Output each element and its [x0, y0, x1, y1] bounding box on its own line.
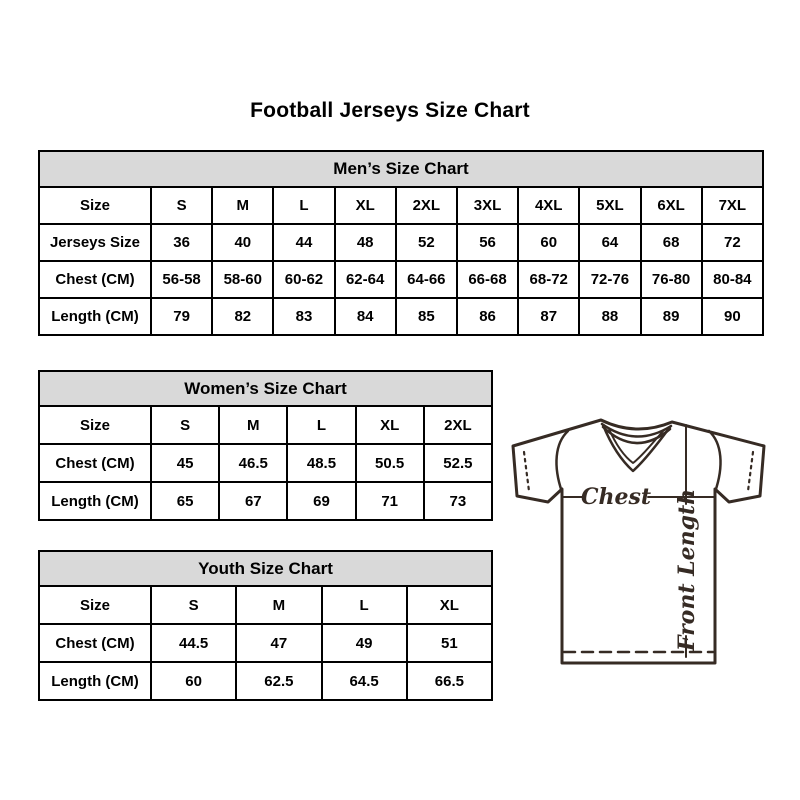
- front-length-label: Front Length: [674, 488, 700, 652]
- data-cell: 52: [396, 224, 457, 261]
- data-cell: 90: [702, 298, 763, 335]
- row-label-cell: Chest (CM): [39, 624, 151, 662]
- data-cell: 89: [641, 298, 702, 335]
- data-cell: M: [219, 406, 287, 444]
- row-label-cell: Size: [39, 187, 151, 224]
- data-cell: 49: [322, 624, 407, 662]
- table-row: [39, 261, 763, 298]
- data-cell: 87: [518, 298, 579, 335]
- data-cell: 73: [424, 482, 492, 520]
- table-header-row: [39, 551, 492, 586]
- data-cell: 46.5: [219, 444, 287, 482]
- data-cell: 65: [151, 482, 219, 520]
- jersey-measurement-diagram: [505, 406, 777, 670]
- data-cell: 84: [335, 298, 396, 335]
- data-cell: 47: [236, 624, 321, 662]
- data-cell: 7XL: [702, 187, 763, 224]
- data-cell: 36: [151, 224, 212, 261]
- youth-size-table: [38, 550, 493, 701]
- row-label-cell: Chest (CM): [39, 261, 151, 298]
- table-header-row: [39, 371, 492, 406]
- table-row: [39, 482, 492, 520]
- table-row: [39, 444, 492, 482]
- data-cell: 50.5: [356, 444, 424, 482]
- data-cell: 2XL: [396, 187, 457, 224]
- data-cell: M: [236, 586, 321, 624]
- data-cell: 72-76: [579, 261, 640, 298]
- data-cell: S: [151, 586, 236, 624]
- data-cell: 85: [396, 298, 457, 335]
- row-label-cell: Length (CM): [39, 298, 151, 335]
- data-cell: 56: [457, 224, 518, 261]
- data-cell: L: [322, 586, 407, 624]
- data-cell: 48.5: [287, 444, 355, 482]
- table-header-row: [39, 151, 763, 187]
- row-label-cell: Chest (CM): [39, 444, 151, 482]
- data-cell: 66-68: [457, 261, 518, 298]
- data-cell: 3XL: [457, 187, 518, 224]
- data-cell: S: [151, 187, 212, 224]
- data-cell: 60: [518, 224, 579, 261]
- data-cell: 60: [151, 662, 236, 700]
- data-cell: 44.5: [151, 624, 236, 662]
- data-cell: M: [212, 187, 273, 224]
- row-label-cell: Size: [39, 586, 151, 624]
- table-row: [39, 298, 763, 335]
- data-cell: 71: [356, 482, 424, 520]
- jersey-diagram-svg: [505, 406, 777, 670]
- table-row: [39, 662, 492, 700]
- data-cell: 62.5: [236, 662, 321, 700]
- chest-label: Chest: [580, 484, 652, 510]
- data-cell: 2XL: [424, 406, 492, 444]
- data-cell: 40: [212, 224, 273, 261]
- table-row: [39, 187, 763, 224]
- data-cell: 79: [151, 298, 212, 335]
- table-row: [39, 406, 492, 444]
- data-cell: L: [273, 187, 334, 224]
- data-cell: 51: [407, 624, 492, 662]
- row-label-cell: Length (CM): [39, 662, 151, 700]
- data-cell: 83: [273, 298, 334, 335]
- data-cell: 6XL: [641, 187, 702, 224]
- data-cell: 5XL: [579, 187, 640, 224]
- table-row: [39, 586, 492, 624]
- page-title: Football Jerseys Size Chart: [250, 99, 530, 122]
- data-cell: 60-62: [273, 261, 334, 298]
- data-cell: 76-80: [641, 261, 702, 298]
- womens-table-title: Women’s Size Chart: [39, 371, 492, 406]
- data-cell: L: [287, 406, 355, 444]
- data-cell: 68-72: [518, 261, 579, 298]
- data-cell: XL: [356, 406, 424, 444]
- data-cell: 62-64: [335, 261, 396, 298]
- data-cell: 4XL: [518, 187, 579, 224]
- data-cell: 69: [287, 482, 355, 520]
- data-cell: 64.5: [322, 662, 407, 700]
- data-cell: 48: [335, 224, 396, 261]
- data-cell: 67: [219, 482, 287, 520]
- data-cell: XL: [407, 586, 492, 624]
- data-cell: 72: [702, 224, 763, 261]
- womens-size-table: [38, 370, 493, 521]
- table-row: [39, 224, 763, 261]
- data-cell: 80-84: [702, 261, 763, 298]
- data-cell: 66.5: [407, 662, 492, 700]
- jersey-outline: [513, 420, 764, 663]
- data-cell: 58-60: [212, 261, 273, 298]
- data-cell: 82: [212, 298, 273, 335]
- data-cell: S: [151, 406, 219, 444]
- data-cell: 68: [641, 224, 702, 261]
- youth-table-title: Youth Size Chart: [39, 551, 492, 586]
- data-cell: 52.5: [424, 444, 492, 482]
- data-cell: 64: [579, 224, 640, 261]
- row-label-cell: Length (CM): [39, 482, 151, 520]
- data-cell: 44: [273, 224, 334, 261]
- data-cell: 56-58: [151, 261, 212, 298]
- table-row: [39, 624, 492, 662]
- data-cell: 86: [457, 298, 518, 335]
- mens-table-title: Men’s Size Chart: [39, 151, 763, 187]
- data-cell: 88: [579, 298, 640, 335]
- data-cell: 45: [151, 444, 219, 482]
- mens-size-table: [38, 150, 764, 336]
- row-label-cell: Size: [39, 406, 151, 444]
- data-cell: 64-66: [396, 261, 457, 298]
- data-cell: XL: [335, 187, 396, 224]
- row-label-cell: Jerseys Size: [39, 224, 151, 261]
